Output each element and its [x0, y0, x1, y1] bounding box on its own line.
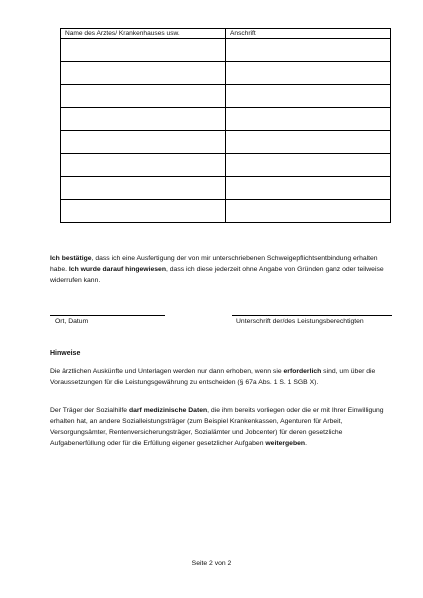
- hinweise-p1-text-2: sind, um über die Voraussetzungen für die Leistungsgewährung zu entscheiden (§ 67a Abs. 1 S. 1 SGB X).: [50, 368, 376, 386]
- doctor-name-cell[interactable]: [61, 154, 226, 177]
- confirmation-bold-1: Ich bestätige: [50, 255, 92, 262]
- address-cell[interactable]: [226, 108, 391, 131]
- hinweise-p1-text-1: Die ärztlichen Auskünfte und Unterlagen werden nur dann erhoben, wenn sie: [50, 368, 284, 375]
- table-header-row: [61, 29, 391, 39]
- place-date-label: Ort, Datum: [55, 318, 89, 325]
- place-date-line: [50, 315, 165, 316]
- doctor-name-cell[interactable]: [61, 62, 226, 85]
- hinweise-p1-bold: erforderlich: [283, 368, 322, 375]
- hinweise-heading: Hinweise: [50, 350, 81, 357]
- table-row: [61, 39, 391, 62]
- confirmation-paragraph: [50, 253, 390, 286]
- signature-line: [232, 315, 392, 316]
- header-address: Anschrift: [226, 29, 391, 39]
- hinweise-p2-bold-1: darf medizinische Daten: [128, 407, 208, 414]
- doctor-name-cell[interactable]: [61, 85, 226, 108]
- table-row: [61, 177, 391, 200]
- address-cell[interactable]: [226, 154, 391, 177]
- table-body: [61, 39, 391, 223]
- doctor-name-cell[interactable]: [61, 108, 226, 131]
- header-doctor-name: Name des Arztes/ Krankenhauses usw.: [61, 29, 226, 39]
- doctor-name-cell[interactable]: [61, 131, 226, 154]
- table-row: [61, 62, 391, 85]
- table-row: [61, 131, 391, 154]
- confirmation-text-2: , dass ich diese jederzeit ohne Angabe von Gründen ganz oder teilweise widerrufen kann.: [50, 266, 384, 284]
- doctor-name-cell[interactable]: [61, 39, 226, 62]
- table-row: [61, 200, 391, 223]
- hinweise-p2-text-2: , die ihm bereits vorliegen oder die er mit Ihrer Einwilligung erhalten hat, an andere Sozialleistungsträger (zum Beispiel Krankenkassen, Agenturen für Arbeit, Versorgungsämter, Rentenversicherungsträger, Sozialämter und Jobcenter) für deren gesetzliche Aufgabenerfüllung oder für die Erfüllung eigener gesetzlicher Aufgaben: [50, 407, 384, 447]
- hinweise-paragraph-1: [50, 366, 390, 388]
- hinweise-p2-text-3: .: [305, 440, 307, 447]
- doctor-name-cell[interactable]: [61, 200, 226, 223]
- table-row: [61, 154, 391, 177]
- table-row: [61, 85, 391, 108]
- doctor-name-cell[interactable]: [61, 177, 226, 200]
- address-cell[interactable]: [226, 200, 391, 223]
- hinweise-p2-text-1: Der Träger der Sozialhilfe: [50, 407, 129, 414]
- hinweise-p2-bold-2: weitergeben: [265, 440, 306, 447]
- signature-label: Unterschrift der/des Leistungsberechtigten: [236, 318, 364, 325]
- address-cell[interactable]: [226, 85, 391, 108]
- page-number: Seite 2 von 2: [191, 560, 232, 567]
- doctors-table: [60, 28, 391, 223]
- table-row: [61, 108, 391, 131]
- confirmation-text-1: , dass ich eine Ausfertigung der von mir unterschriebenen Schweigepflichtsentbindung erhalten habe.: [50, 255, 378, 273]
- address-cell[interactable]: [226, 177, 391, 200]
- address-cell[interactable]: [226, 39, 391, 62]
- address-cell[interactable]: [226, 131, 391, 154]
- address-cell[interactable]: [226, 62, 391, 85]
- confirmation-bold-2: Ich wurde darauf hingewiesen: [68, 266, 166, 273]
- hinweise-paragraph-2: [50, 405, 390, 449]
